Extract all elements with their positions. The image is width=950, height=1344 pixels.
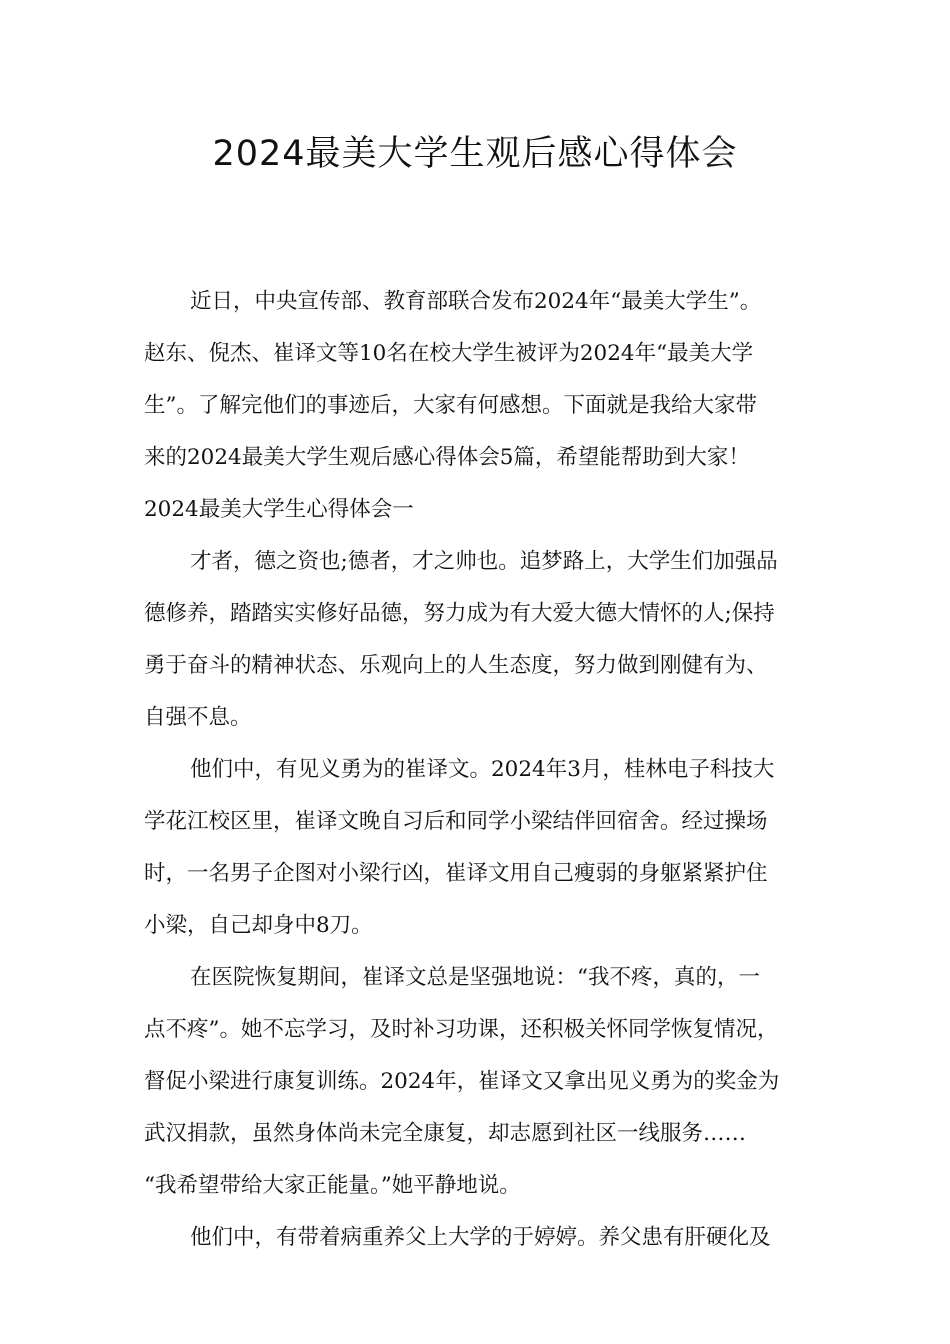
paragraph-line: 他们中，有带着病重养父上大学的于婷婷。养父患有肝硬化及 [190,1225,771,1250]
paragraph-line: 德修养，踏踏实实修好品德，努力成为有大爱大德大情怀的人;保持 [144,601,775,626]
section-heading: 2024最美大学生心得体会一 [144,497,414,522]
paragraph-line: 小梁，自己却身中8刀。 [144,913,373,938]
paragraph-line: 点不疼”。她不忘学习，及时补习功课，还积极关怀同学恢复情况， [144,1017,779,1042]
paragraph-line: 自强不息。 [144,705,252,730]
paragraph-line: 时，一名男子企图对小梁行凶，崔译文用自己瘦弱的身躯紧紧护住 [144,861,768,886]
paragraph-line: 督促小梁进行康复训练。2024年，崔译文又拿出见义勇为的奖金为 [144,1069,780,1094]
document-body [144,282,808,1270]
paragraph-line: “我希望带给大家正能量。”她平静地说。 [144,1173,521,1198]
paragraph-line: 才者，德之资也;德者，才之帅也。追梦路上，大学生们加强品 [190,549,778,574]
paragraph-line: 学花江校区里，崔译文晚自习后和同学小梁结伴回宿舍。经过操场 [144,809,768,834]
paragraph-line: 近日，中央宣传部、教育部联合发布2024年“最美大学生”。 [190,289,762,314]
paragraph-line: 武汉捐款，虽然身体尚未完全康复，却志愿到社区一线服务…… [144,1121,747,1146]
paragraph-line: 来的2024最美大学生观后感心得体会5篇，希望能帮助到大家！ [144,445,750,470]
paragraph-line: 他们中，有见义勇为的崔译文。2024年3月，桂林电子科技大 [190,757,775,782]
paragraph-line: 在医院恢复期间，崔译文总是坚强地说：“我不疼，真的，一 [190,965,760,990]
paragraph-line: 生”。了解完他们的事迹后，大家有何感想。下面就是我给大家带 [144,393,757,418]
paragraph-line: 赵东、倪杰、崔译文等10名在校大学生被评为2024年“最美大学 [144,341,754,366]
paragraph-line: 勇于奋斗的精神状态、乐观向上的人生态度，努力做到刚健有为、 [144,653,768,678]
document-title: 2024最美大学生观后感心得体会 [212,134,738,174]
